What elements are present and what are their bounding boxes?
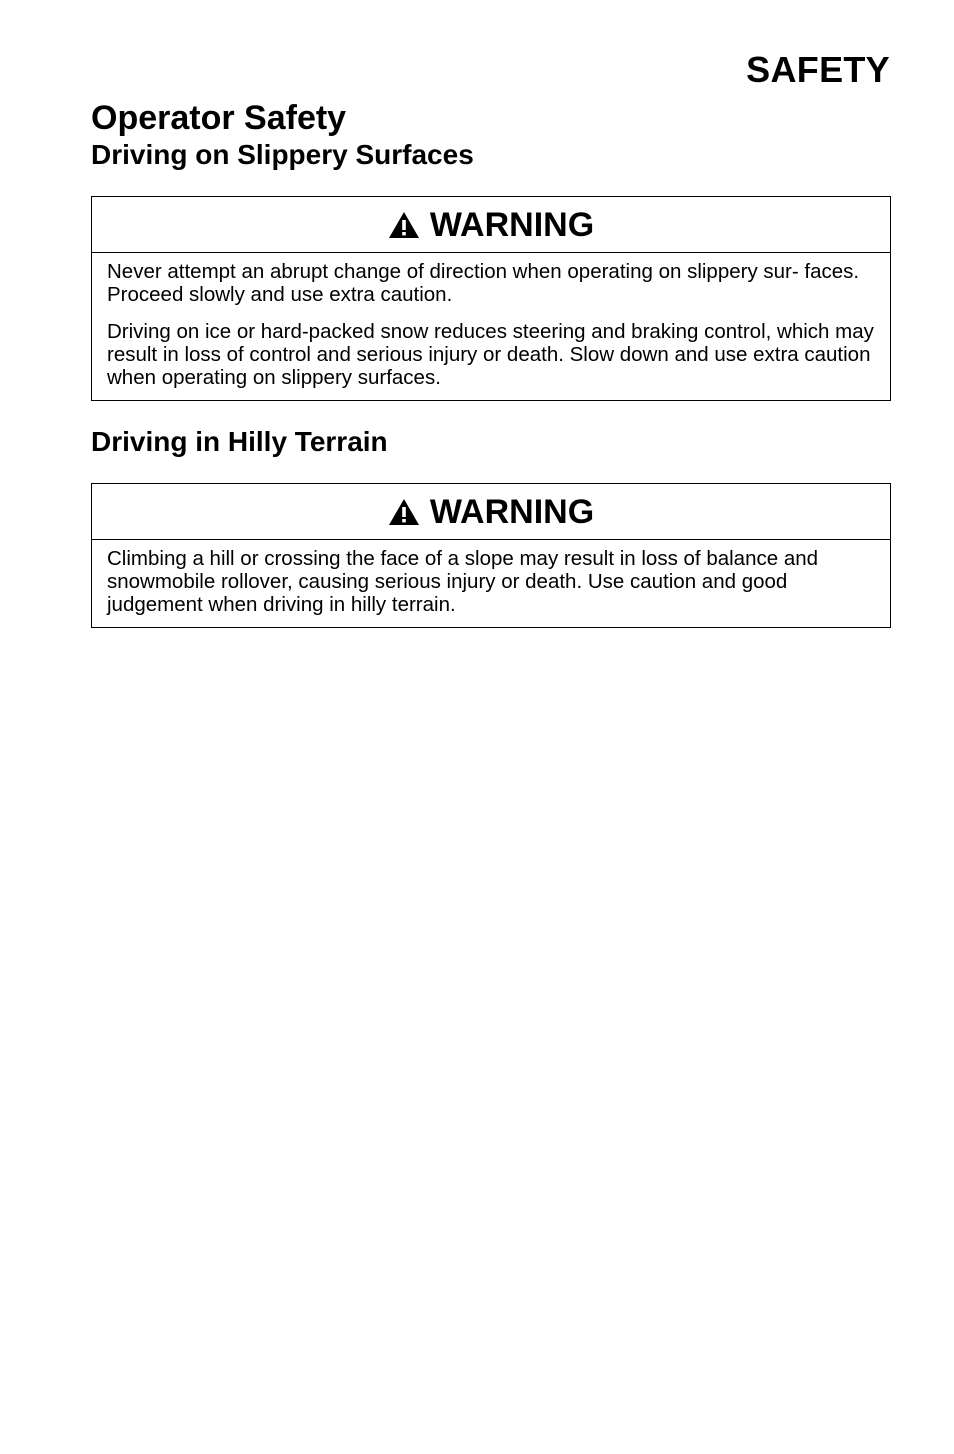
warning-box-slippery (91, 196, 891, 401)
warning-label: WARNING (429, 492, 595, 531)
warning-paragraph: Climbing a hill or crossing the face of a slope may result in loss of balance and snowmobile rollover, causing serious injury or death. Use caution and good judgement when driving in hilly terrain. (107, 547, 819, 616)
warning-triangle-icon (388, 211, 420, 239)
warning-header (92, 484, 890, 540)
subsection-title-hilly: Driving in Hilly Terrain (91, 426, 388, 457)
section-title: Operator Safety (91, 99, 347, 137)
warning-paragraph: Driving on ice or hard-packed snow reduces steering and braking control, which may result in loss of control and serious injury or death. Slow down and use extra caution when operating on slippery surfaces. (107, 320, 874, 389)
warning-body (92, 540, 890, 627)
warning-body (92, 253, 890, 400)
warning-header (92, 197, 890, 253)
warning-box-hilly (91, 483, 891, 628)
warning-label: WARNING (429, 205, 595, 244)
page-content (91, 98, 891, 628)
subsection-title-slippery: Driving on Slippery Surfaces (91, 139, 474, 170)
page-header: SAFETY (746, 49, 890, 90)
warning-triangle-icon (388, 498, 420, 526)
warning-paragraph: Never attempt an abrupt change of direction when operating on slippery sur- faces. Proceed slowly and use extra caution. (107, 260, 860, 306)
